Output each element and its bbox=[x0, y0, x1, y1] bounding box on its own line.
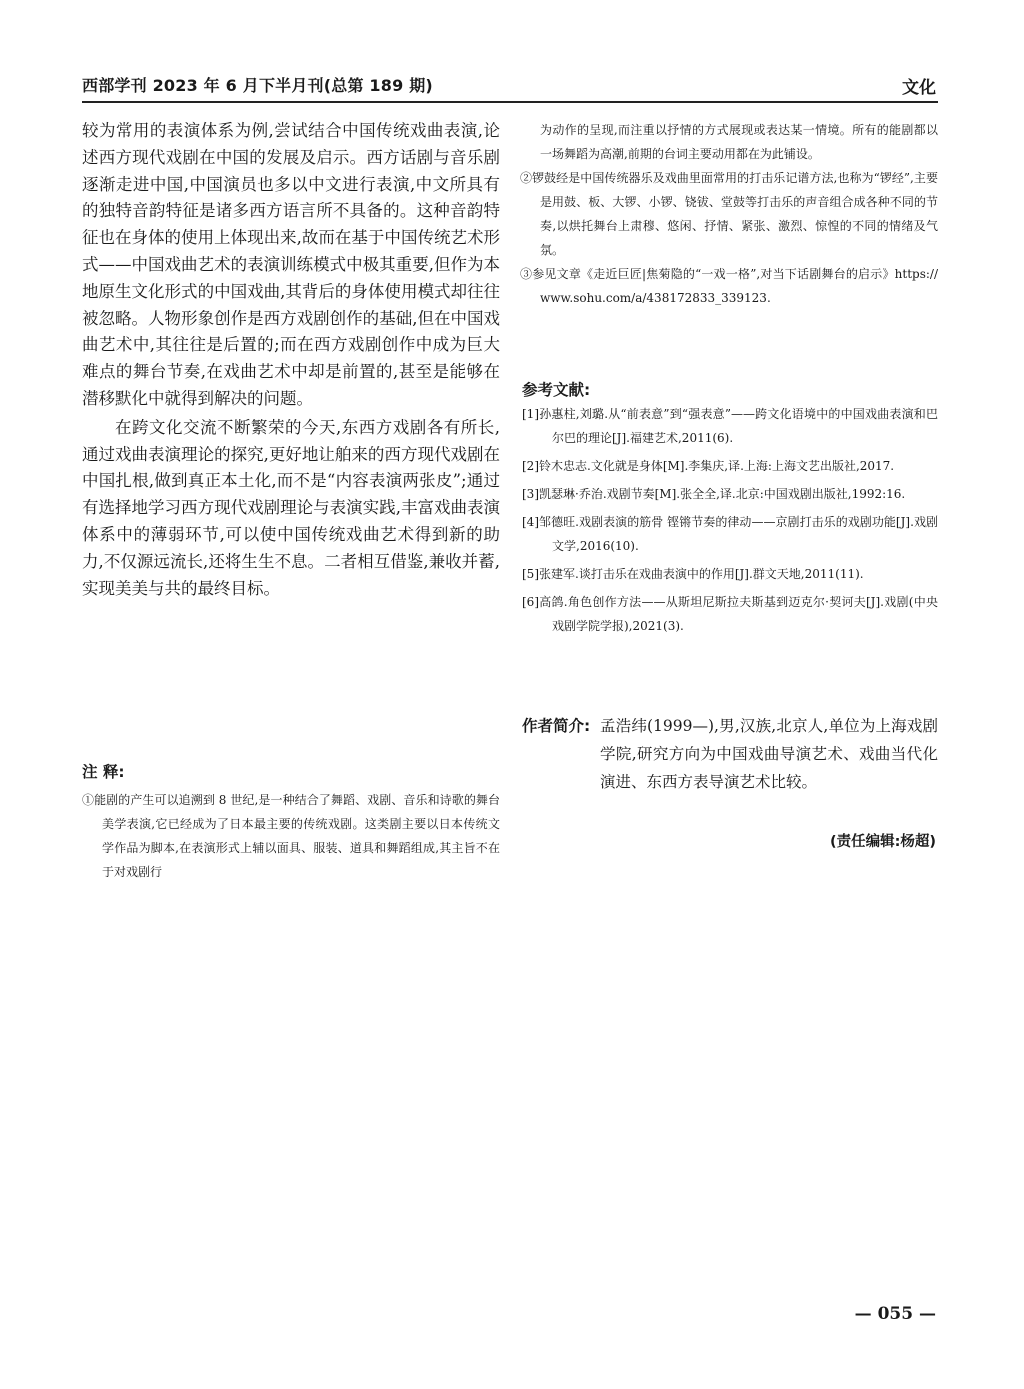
note-item: ③参见文章《走近巨匠|焦菊隐的“一戏一格”,对当下话剧舞台的启示》https://www.sohu.com/a/438172833_339123. bbox=[520, 267, 938, 305]
reference-item: [5]张建军.谈打击乐在戏曲表演中的作用[J].群文天地,2011(11). bbox=[522, 567, 864, 581]
note-item-continued: 为动作的呈现,而注重以抒情的方式展现或表达某一情境。所有的能剧都以一场舞蹈为高潮,前期的台词主要动用都在为此铺设。 bbox=[540, 123, 938, 161]
body-paragraph: 在跨文化交流不断繁荣的今天,东西方戏剧各有所长,通过戏曲表演理论的探究,更好地让舶来的西方现代戏剧在中国扎根,做到真正本土化,而不是“内容表演两张皮”;通过有选择地学习西方现代戏剧理论与表演实践,丰富戏曲表演体系中的薄弱环节,可以使中国传统戏曲艺术得到新的助力,不仅源远流长,还将生生不息。二者相互借鉴,兼收并蓄,实现美美与共的最终目标。 bbox=[82, 417, 500, 598]
note-item: ①能剧的产生可以追溯到 8 世纪,是一种结合了舞蹈、戏剧、音乐和诗歌的舞台美学表演,它已经成为了日本最主要的传统戏剧。这类剧主要以日本传统文学作品为脚本,在表演形式上辅以面具、服装、道具和舞蹈组成,其主旨不在于对戏剧行 bbox=[82, 793, 500, 879]
notes-list bbox=[82, 788, 500, 884]
running-header bbox=[82, 73, 938, 99]
references-heading: 参考文献: bbox=[522, 381, 591, 399]
body-paragraph: 较为常用的表演体系为例,尝试结合中国传统戏曲表演,论述西方现代戏剧在中国的发展及启示。西方话剧与音乐剧逐渐走进中国,中国演员也多以中文进行表演,中文所具有的独特音韵特征是诸多西方语言所不具备的。这种音韵特征也在身体的使用上体现出来,故而在基于中国传统艺术形式——中国戏曲艺术的表演训练模式中极其重要,但作为本地原生文化形式的中国戏曲,其背后的身体使用模式却往往被忽略。人物形象创作是西方戏剧创作的基础,但在中国戏曲艺术中,其往往是后置的;而在西方戏剧创作中成为巨大难点的舞台节奏,在戏曲艺术中却是前置的,甚至是能够在潜移默化中就得到解决的问题。 bbox=[82, 121, 500, 408]
references-list bbox=[522, 402, 938, 642]
responsible-editor: (责任编辑:杨超) bbox=[829, 834, 936, 850]
reference-item: [4]邹德旺.戏剧表演的筋骨 铿锵节奏的律动——京剧打击乐的戏剧功能[J].戏剧文学,2016(10). bbox=[522, 515, 938, 553]
page-number: — 055 — bbox=[854, 1304, 936, 1324]
reference-item: [1]孙惠柱,刘璐.从“前表意”到“强表意”——跨文化语境中的中国戏曲表演和巴尔巴的理论[J].福建艺术,2011(6). bbox=[522, 407, 938, 445]
reference-item: [3]凯瑟琳·乔治.戏剧节奏[M].张全全,译.北京:中国戏剧出版社,1992:16. bbox=[522, 487, 906, 501]
header-rule bbox=[82, 101, 938, 103]
notes-heading: 注 释: bbox=[82, 763, 125, 781]
notes-continued bbox=[520, 118, 938, 310]
author-bio-label: 作者简介: bbox=[522, 717, 591, 735]
journal-title: 西部学刊 2023 年 6 月下半月刊(总第 189 期) bbox=[82, 76, 433, 95]
left-column-body bbox=[82, 118, 500, 602]
author-bio-text: 孟浩纬(1999—),男,汉族,北京人,单位为上海戏剧学院,研究方向为中国戏曲导演艺术、戏曲当代化演进、东西方表导演艺术比较。 bbox=[600, 717, 938, 791]
reference-item: [6]高鸽.角色创作方法——从斯坦尼斯拉夫斯基到迈克尔·契诃夫[J].戏剧(中央戏剧学院学报),2021(3). bbox=[522, 595, 938, 633]
section-label: 文化 bbox=[902, 78, 936, 98]
note-item: ②锣鼓经是中国传统器乐及戏曲里面常用的打击乐记谱方法,也称为“锣经”,主要是用鼓、板、大锣、小锣、铙钹、堂鼓等打击乐的声音组合成各种不同的节奏,以烘托舞台上肃穆、悠闲、抒情、紧张、激烈、惊惶的不同的情绪及气氛。 bbox=[520, 171, 938, 257]
reference-item: [2]铃木忠志.文化就是身体[M].李集庆,译.上海:上海文艺出版社,2017. bbox=[522, 459, 895, 473]
